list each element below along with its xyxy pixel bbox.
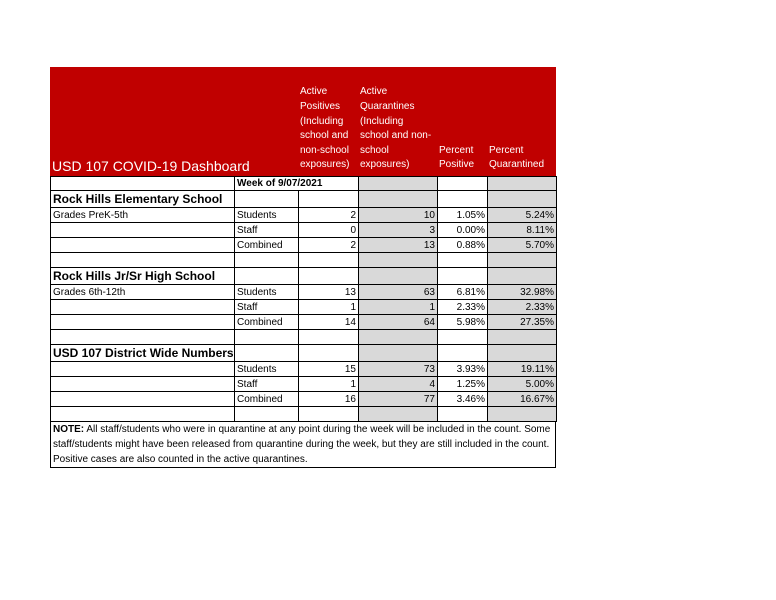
blank-cell [51, 223, 235, 238]
table-row [51, 300, 557, 315]
active-positives-value: 13 [299, 285, 359, 300]
active-quarantines-value: 77 [359, 392, 438, 407]
blank-cell [438, 330, 488, 345]
blank-cell [438, 191, 488, 208]
blank-cell [488, 268, 557, 285]
blank-cell [51, 392, 235, 407]
active-quarantines-value: 1 [359, 300, 438, 315]
blank-cell [51, 407, 235, 422]
active-quarantines-value: 63 [359, 285, 438, 300]
active-positives-value: 2 [299, 238, 359, 253]
section-title: USD 107 District Wide Numbers [51, 345, 235, 362]
blank-cell [359, 191, 438, 208]
week-blank-cell [51, 177, 235, 191]
header-percent-positive: Percent Positive [439, 144, 475, 171]
table-row [51, 362, 557, 377]
percent-quarantined-value: 16.67% [488, 392, 557, 407]
active-quarantines-value: 3 [359, 223, 438, 238]
percent-positive-value: 3.46% [438, 392, 488, 407]
blank-cell [51, 253, 235, 268]
percent-positive-value: 3.93% [438, 362, 488, 377]
row-type: Staff [235, 300, 299, 315]
blank-cell [488, 407, 557, 422]
active-positives-value: 0 [299, 223, 359, 238]
blank-cell [51, 330, 235, 345]
active-quarantines-value: 64 [359, 315, 438, 330]
header-percent-positive-cell [437, 67, 487, 176]
active-positives-value: 1 [299, 300, 359, 315]
active-quarantines-value: 73 [359, 362, 438, 377]
week-gray-cell [359, 177, 438, 191]
dashboard-title: USD 107 COVID-19 Dashboard [52, 158, 250, 174]
percent-quarantined-value: 32.98% [488, 285, 557, 300]
percent-positive-value: 1.25% [438, 377, 488, 392]
header-percent-quarantined-cell [487, 67, 556, 176]
row-type: Combined [235, 315, 299, 330]
row-type: Staff [235, 223, 299, 238]
header-active-positives-cell [298, 67, 358, 176]
header-band [50, 67, 556, 176]
note-box [50, 422, 556, 468]
table-row [51, 285, 557, 300]
blank-cell [359, 345, 438, 362]
dashboard-table [50, 176, 557, 422]
spacer-row [51, 330, 557, 345]
percent-positive-value: 5.98% [438, 315, 488, 330]
active-positives-value: 2 [299, 208, 359, 223]
blank-cell [299, 253, 359, 268]
blank-cell [299, 191, 359, 208]
active-positives-value: 16 [299, 392, 359, 407]
blank-cell [488, 330, 557, 345]
percent-quarantined-value: 27.35% [488, 315, 557, 330]
blank-cell [51, 315, 235, 330]
header-active-quarantines-cell [358, 67, 437, 176]
blank-cell [299, 268, 359, 285]
table-row [51, 208, 557, 223]
grades-label: Grades PreK-5th [51, 208, 235, 223]
percent-positive-value: 2.33% [438, 300, 488, 315]
section-title-row [51, 268, 557, 285]
note-text: All staff/students who were in quarantine at any point during the week will be included in the count. Some staff/students might have been released from quarantine during the week, but they are still included in the count. Positive cases are also counted in the active quarantines. [53, 424, 551, 465]
active-positives-value: 14 [299, 315, 359, 330]
blank-cell [51, 238, 235, 253]
dashboard-title-cell [50, 67, 298, 176]
table-row [51, 392, 557, 407]
active-quarantines-value: 13 [359, 238, 438, 253]
percent-quarantined-value: 8.11% [488, 223, 557, 238]
row-type: Students [235, 208, 299, 223]
section-title-row [51, 191, 557, 208]
blank-cell [438, 345, 488, 362]
percent-quarantined-value: 5.24% [488, 208, 557, 223]
table-row [51, 238, 557, 253]
blank-cell [299, 330, 359, 345]
dashboard-sheet [50, 67, 556, 468]
blank-cell [438, 407, 488, 422]
header-active-positives: Active Positives (Including school and non-school exposures) [300, 86, 350, 171]
section-title: Rock Hills Elementary School [51, 191, 235, 208]
blank-cell [488, 253, 557, 268]
blank-cell [235, 330, 299, 345]
blank-cell [359, 253, 438, 268]
section-title-row [51, 345, 557, 362]
header-percent-quarantined: Percent Quarantined [489, 144, 545, 171]
percent-quarantined-value: 19.11% [488, 362, 557, 377]
table-row [51, 377, 557, 392]
week-label: Week of 9/07/2021 [235, 177, 359, 191]
blank-cell [235, 253, 299, 268]
blank-cell [51, 377, 235, 392]
active-positives-value: 15 [299, 362, 359, 377]
blank-cell [359, 407, 438, 422]
percent-positive-value: 0.88% [438, 238, 488, 253]
table-row [51, 315, 557, 330]
note-label: NOTE: [53, 424, 85, 435]
week-row [51, 177, 557, 191]
percent-positive-value: 6.81% [438, 285, 488, 300]
blank-cell [488, 345, 557, 362]
section-title: Rock Hills Jr/Sr High School [51, 268, 235, 285]
blank-cell [438, 253, 488, 268]
blank-cell [299, 407, 359, 422]
active-quarantines-value: 10 [359, 208, 438, 223]
blank-cell [299, 345, 359, 362]
blank-cell [51, 362, 235, 377]
grades-label: Grades 6th-12th [51, 285, 235, 300]
week-blank-cell [438, 177, 488, 191]
table-row [51, 223, 557, 238]
active-positives-value: 1 [299, 377, 359, 392]
percent-positive-value: 1.05% [438, 208, 488, 223]
row-type: Combined [235, 392, 299, 407]
row-type: Students [235, 285, 299, 300]
blank-cell [235, 407, 299, 422]
blank-cell [235, 268, 299, 285]
blank-cell [488, 191, 557, 208]
active-quarantines-value: 4 [359, 377, 438, 392]
percent-quarantined-value: 5.70% [488, 238, 557, 253]
blank-cell [359, 268, 438, 285]
row-type: Staff [235, 377, 299, 392]
percent-positive-value: 0.00% [438, 223, 488, 238]
blank-cell [359, 330, 438, 345]
row-type: Students [235, 362, 299, 377]
blank-cell [51, 300, 235, 315]
blank-cell [235, 191, 299, 208]
spacer-row [51, 253, 557, 268]
spacer-row [51, 407, 557, 422]
blank-cell [438, 268, 488, 285]
percent-quarantined-value: 5.00% [488, 377, 557, 392]
header-active-quarantines: Active Quarantines (Including school and non- school exposures) [360, 86, 432, 171]
row-type: Combined [235, 238, 299, 253]
percent-quarantined-value: 2.33% [488, 300, 557, 315]
week-gray-cell [488, 177, 557, 191]
blank-cell [235, 345, 299, 362]
